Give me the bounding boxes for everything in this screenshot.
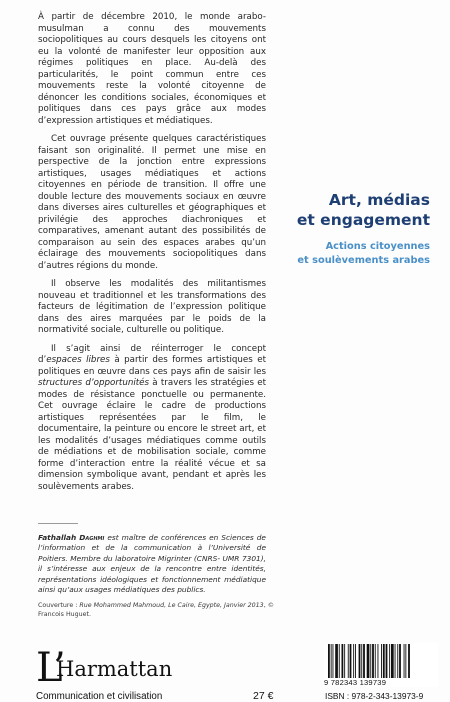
barcode-digits: 9 782343 139739 — [324, 678, 438, 687]
author-divider — [38, 523, 78, 524]
author-bio-text: est maître de conférences en Sciences de l’information et de la communication à l’Université de Poitiers. Membre du laboratoire Migrinter (CNRS- UMR 7301), il s’intéresse aux enjeux de la rencontre entre identités, représentations idéologiques et fonctionnement médiatique ainsi qu’aux usages médiatiques des publics. — [38, 533, 266, 595]
author-last-name: Daghmi — [79, 533, 105, 542]
barcode-bar — [408, 644, 410, 678]
barcode-bar — [383, 644, 385, 678]
barcode-bar — [404, 644, 405, 678]
book-title — [280, 190, 430, 230]
barcode-bar — [386, 644, 388, 678]
book-subtitle-line-1: Actions citoyennes — [325, 241, 430, 252]
paragraph4-text-1: Il s’agit ainsi de réinterroger le concept d’ — [38, 343, 266, 365]
price: 27 € — [253, 690, 274, 702]
book-subtitle — [280, 240, 430, 268]
book-title-line-1: Art, médias — [328, 191, 430, 209]
barcode-bar — [335, 644, 338, 678]
cover-caption-label: Couverture : — [38, 602, 80, 609]
barcode-bar — [348, 644, 349, 678]
paragraph4-text-3: à travers les stratégies et modes de résistance ponctuelle ou permanente. Cet ouvrage éclaire le cadre de productions artistiques représentées par le film, le documentaire, la peinture ou encore le street art, et les modalités d’usages médiatiques comme outils de médiations et de mobilisation sociale, comme forme d’interaction entre la réalité vécue et sa dimension symbolique avant, pendant et après les soulèvements arabes. — [38, 378, 266, 492]
publisher-logo-initial: L’ — [36, 645, 66, 691]
back-cover-description — [38, 12, 266, 493]
barcode-bar — [391, 644, 394, 678]
barcode-bar — [355, 644, 356, 678]
description-paragraph-1: À partir de décembre 2010, le monde arabo-musulman a connu des mouvements sociopolitiques au cours desquels les citoyens ont eu la volonté de manifester leur opposition aux régimes politiques en place. Au-delà des particularités, le point commun entre ces mouvements reste la volonté citoyenne de dénoncer les conditions sociales, économiques et politiques dans ces pays grâce aux modes d’expression artistiques et médiatiques. — [38, 12, 266, 126]
series-name: Communication et civilisation — [36, 691, 163, 702]
barcode-bar — [339, 644, 340, 678]
author-bio — [38, 533, 266, 595]
barcode-bar — [361, 644, 362, 678]
publisher-logo — [36, 645, 186, 692]
barcode-bar — [342, 644, 344, 678]
barcode-bar — [333, 644, 334, 678]
barcode-bar — [395, 644, 396, 678]
barcode-bar — [397, 644, 398, 678]
barcode-bar — [405, 644, 406, 678]
barcode-bar — [370, 644, 371, 678]
barcode-bar — [328, 644, 330, 678]
paragraph4-emphasis-2: structures d’opportunités — [38, 378, 150, 388]
barcode-bar — [372, 644, 374, 678]
title-block — [280, 190, 430, 268]
barcode-bar — [331, 644, 332, 678]
description-paragraph-2: Cet ouvrage présente quelques caractéristiques faisant son originalité. Il permet une mise en perspective de la jonction entre expressions artistiques, usages médiatiques et actions citoyennes en période de transition. Il offre une double lecture des mouvements sociaux en œuvre dans diverses aires culturelles et géographiques et privilégie des approches diachroniques et comparatives, amenant autant des possibilités de comparaison au sein des espaces arabes qu’un éclairage des mouvements sociopolitiques dans d’autres régions du monde. — [38, 134, 266, 271]
isbn-barcode — [324, 643, 438, 686]
barcode-bar — [375, 644, 376, 678]
barcode-bar — [363, 644, 365, 678]
paragraph4-emphasis-1: espaces libres — [46, 355, 110, 365]
barcode-bar — [353, 644, 354, 678]
paragraph4-text-2: à partir des formes artistiques et politiques en œuvre dans ces pays afin de saisir les — [38, 355, 266, 377]
barcode-bar — [399, 644, 401, 678]
book-title-line-2: et engagement — [296, 211, 430, 229]
author-first-name: Fathallah — [38, 533, 77, 542]
isbn-label: ISBN : 978-2-343-13973-9 — [325, 691, 424, 701]
cover-caption-place: Rue Mohammed Mahmoud, Le Caire, Egypte, Janvier 2013 — [79, 602, 264, 609]
barcode-bar — [350, 644, 352, 678]
barcode-bars-icon — [324, 643, 438, 679]
cover-photo-credit — [38, 601, 278, 619]
barcode-bar — [381, 644, 382, 678]
publisher-logo-name: Harmattan — [56, 657, 173, 681]
barcode-bar — [389, 644, 390, 678]
cover-caption-credit: , © Francois Huguet. — [38, 602, 275, 619]
barcode-bar — [367, 644, 370, 678]
book-subtitle-line-2: et soulèvements arabes — [297, 255, 430, 266]
barcode-bar — [378, 644, 379, 678]
description-paragraph-4 — [38, 344, 266, 494]
description-paragraph-3: Il observe les modalités des militantismes nouveau et traditionnel et les transformations des facteurs de légitimation de l’expression politique dans des aires marquées par le poids de la normativité sociale, culturelle ou politique. — [38, 279, 266, 335]
barcode-bar — [344, 644, 345, 678]
barcode-bar — [359, 644, 361, 678]
